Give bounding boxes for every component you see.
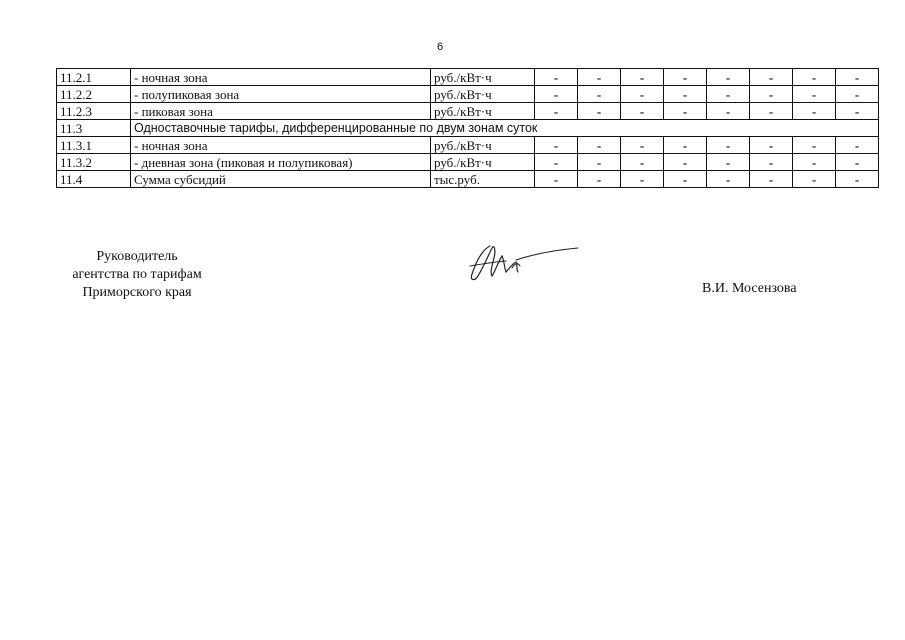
value-cell: - — [793, 154, 836, 171]
signatory-title-line: агентства по тарифам — [72, 267, 202, 282]
row-unit-cell: руб./кВт·ч — [431, 154, 535, 171]
signatory-title-line: Приморского края — [82, 285, 192, 300]
value-cell: - — [621, 154, 664, 171]
row-code-cell: 11.3.2 — [57, 154, 131, 171]
value-cell: - — [535, 86, 578, 103]
row-code-cell: 11.2.2 — [57, 86, 131, 103]
table-row — [57, 69, 879, 86]
value-cell: - — [535, 171, 578, 188]
value-cell: - — [707, 86, 750, 103]
value-cell: - — [578, 137, 621, 154]
value-cell: - — [793, 69, 836, 86]
handwritten-signature — [468, 240, 580, 286]
row-name-cell: - ночная зона — [131, 69, 431, 86]
row-code-cell: 11.3.1 — [57, 137, 131, 154]
value-cell: - — [621, 69, 664, 86]
value-cell: - — [707, 154, 750, 171]
value-cell: - — [836, 137, 879, 154]
table-row — [57, 154, 879, 171]
value-cell: - — [664, 137, 707, 154]
value-cell: - — [621, 86, 664, 103]
row-unit-cell: руб./кВт·ч — [431, 103, 535, 120]
table-row — [57, 86, 879, 103]
row-code-cell: 11.2.1 — [57, 69, 131, 86]
value-cell: - — [535, 154, 578, 171]
value-cell: - — [750, 69, 793, 86]
value-cell: - — [836, 154, 879, 171]
row-code-cell: 11.4 — [57, 171, 131, 188]
table-row — [57, 171, 879, 188]
value-cell: - — [750, 86, 793, 103]
signatory-name: В.И. Мосензова — [702, 281, 797, 296]
value-cell: - — [707, 69, 750, 86]
value-cell: - — [664, 154, 707, 171]
row-name-cell: - дневная зона (пиковая и полупиковая) — [131, 154, 431, 171]
value-cell: - — [664, 86, 707, 103]
value-cell: - — [793, 86, 836, 103]
row-name-cell: - ночная зона — [131, 137, 431, 154]
row-name-cell: - пиковая зона — [131, 103, 431, 120]
value-cell: - — [535, 103, 578, 120]
value-cell: - — [750, 103, 793, 120]
row-unit-cell: руб./кВт·ч — [431, 69, 535, 86]
value-cell: - — [664, 171, 707, 188]
signatory-title-line: Руководитель — [96, 249, 178, 264]
row-code-cell: 11.3 — [57, 120, 131, 137]
value-cell: - — [664, 69, 707, 86]
value-cell: - — [578, 69, 621, 86]
row-unit-cell: руб./кВт·ч — [431, 86, 535, 103]
row-unit-cell: руб./кВт·ч — [431, 137, 535, 154]
tariff-table-body — [57, 69, 879, 188]
value-cell: - — [750, 154, 793, 171]
value-cell: - — [793, 137, 836, 154]
value-cell: - — [836, 86, 879, 103]
value-cell: - — [578, 171, 621, 188]
value-cell: - — [793, 171, 836, 188]
page-number: 6 — [436, 41, 444, 53]
value-cell: - — [707, 103, 750, 120]
row-section-heading-cell: Одноставочные тарифы, дифференцированные по двум зонам суток — [131, 120, 879, 137]
value-cell: - — [707, 137, 750, 154]
table-row — [57, 137, 879, 154]
value-cell: - — [535, 69, 578, 86]
row-unit-cell: тыс.руб. — [431, 171, 535, 188]
row-code-cell: 11.2.3 — [57, 103, 131, 120]
row-name-cell: - полупиковая зона — [131, 86, 431, 103]
value-cell: - — [578, 103, 621, 120]
row-name-cell: Сумма субсидий — [131, 171, 431, 188]
value-cell: - — [621, 103, 664, 120]
tariff-table — [56, 68, 879, 188]
value-cell: - — [793, 103, 836, 120]
value-cell: - — [535, 137, 578, 154]
table-row — [57, 103, 879, 120]
value-cell: - — [750, 137, 793, 154]
signatory-title — [48, 248, 226, 302]
value-cell: - — [578, 86, 621, 103]
value-cell: - — [621, 171, 664, 188]
value-cell: - — [664, 103, 707, 120]
value-cell: - — [836, 69, 879, 86]
value-cell: - — [836, 171, 879, 188]
value-cell: - — [621, 137, 664, 154]
value-cell: - — [750, 171, 793, 188]
value-cell: - — [578, 154, 621, 171]
table-row — [57, 120, 879, 137]
value-cell: - — [707, 171, 750, 188]
value-cell: - — [836, 103, 879, 120]
